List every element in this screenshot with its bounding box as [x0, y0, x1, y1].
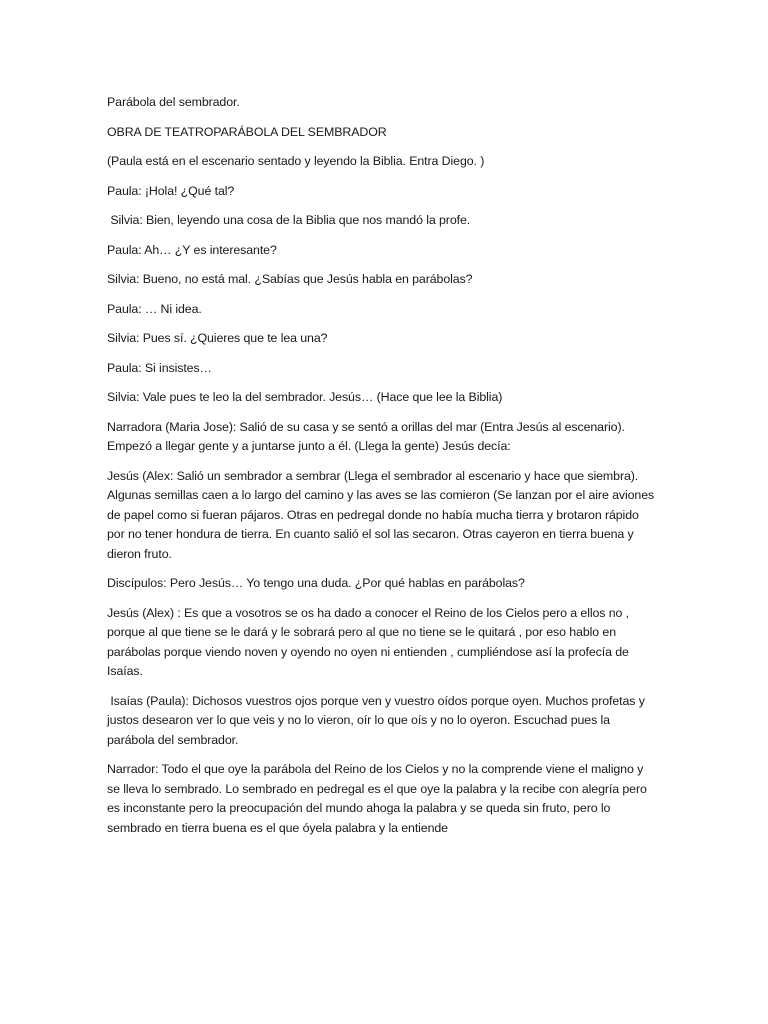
text-line: Narradora (Maria Jose): Salió de su casa y se sentó a orillas del mar (Entra Jesús al escenario). — [107, 419, 625, 434]
dialogue-paragraph — [107, 467, 663, 565]
text-line: (Paula está en el escenario sentado y leyendo la Biblia. Entra Diego. ) — [107, 154, 485, 168]
text-line: Parábola del sembrador. — [107, 95, 240, 109]
dialogue-line — [107, 241, 663, 261]
text-line: Jesús (Alex) : Es que a vosotros se os ha dado a conocer el Reino de los Cielos pero a ellos no , — [107, 605, 630, 620]
text-line: Silvia: Vale pues te leo la del sembrador. Jesús… (Hace que lee la Biblia) — [107, 390, 503, 404]
text-line: Algunas semillas caen a lo largo del camino y las aves se las comieron (Se lanzan por el aire aviones — [107, 488, 655, 502]
dialogue-paragraph — [107, 760, 663, 838]
text-line: de papel como si fueran pájaros. Otras en pedregal donde no había mucha tierra y brotaron rápido — [107, 507, 639, 522]
dialogue-line — [107, 270, 663, 290]
document-title — [107, 93, 663, 113]
text-line: Narrador: Todo el que oye la parábola del Reino de los Cielos y no la comprende viene el maligno y — [107, 762, 644, 776]
dialogue-line — [107, 182, 663, 202]
dialogue-paragraph — [107, 692, 663, 751]
text-line: Silvia: Pues sí. ¿Quieres que te lea una? — [107, 331, 328, 345]
text-line: Paula: Si insistes… — [107, 360, 212, 375]
text-line: sembrado en tierra buena es el que óyela palabra y la entiende — [107, 820, 448, 835]
dialogue-line — [107, 329, 663, 349]
text-line: Jesús (Alex: Salió un sembrador a sembrar (Llega el sembrador al escenario y hace que siembra). — [107, 468, 639, 483]
stage-direction — [107, 152, 663, 172]
text-line: Paula: … Ni idea. — [107, 301, 202, 316]
text-line: Silvia: Bueno, no está mal. ¿Sabías que Jesús habla en parábolas? — [107, 272, 473, 286]
text-line: parábola del sembrador. — [107, 732, 239, 747]
text-line: porque al que tiene se le dará y le sobrará pero al que no tiene se le quitará , por eso hablo en — [107, 625, 616, 639]
dialogue-line — [107, 300, 663, 320]
text-line: parábolas porque viendo noven y oyendo no oyen ni entienden , cumpliéndose así la profecía de — [107, 644, 629, 659]
text-line: dieron fruto. — [107, 546, 172, 561]
text-line: por no tener hondura de tierra. En cuanto salió el sol las secaron. Otras cayeron en tierra buena y — [107, 527, 634, 541]
text-line: Paula: Ah… ¿Y es interesante? — [107, 242, 277, 257]
text-line: Silvia: Bien, leyendo una cosa de la Biblia que nos mandó la profe. — [107, 213, 471, 227]
document-page — [107, 93, 663, 848]
text-line: Isaías. — [107, 664, 143, 678]
text-line: es inconstante pero la preocupación del mundo ahoga la palabra y se queda sin fruto, pero lo — [107, 801, 611, 815]
play-heading — [107, 123, 663, 143]
dialogue-paragraph — [107, 418, 663, 457]
text-line: Empezó a llegar gente y a juntarse junto a él. (Llega la gente) Jesús decía: — [107, 439, 511, 453]
text-line: Paula: ¡Hola! ¿Qué tal? — [107, 183, 235, 198]
text-line: justos desearon ver lo que veis y no lo vieron, oír lo que oís y no lo oyeron. Escuchad pues la — [107, 713, 610, 727]
text-line: Discípulos: Pero Jesús… Yo tengo una duda. ¿Por qué hablas en parábolas? — [107, 576, 525, 590]
dialogue-paragraph — [107, 604, 663, 682]
dialogue-line — [107, 388, 663, 408]
text-line: se lleva lo sembrado. Lo sembrado en pedregal es el que oye la palabra y la recibe con alegría pero — [107, 781, 647, 796]
dialogue-line — [107, 574, 663, 594]
dialogue-line — [107, 359, 663, 379]
text-line: Isaías (Paula): Dichosos vuestros ojos porque ven y vuestro oídos porque oyen. Muchos profetas y — [107, 693, 645, 708]
text-line: OBRA DE TEATROPARÁBOLA DEL SEMBRADOR — [107, 124, 387, 139]
dialogue-line — [107, 211, 663, 231]
